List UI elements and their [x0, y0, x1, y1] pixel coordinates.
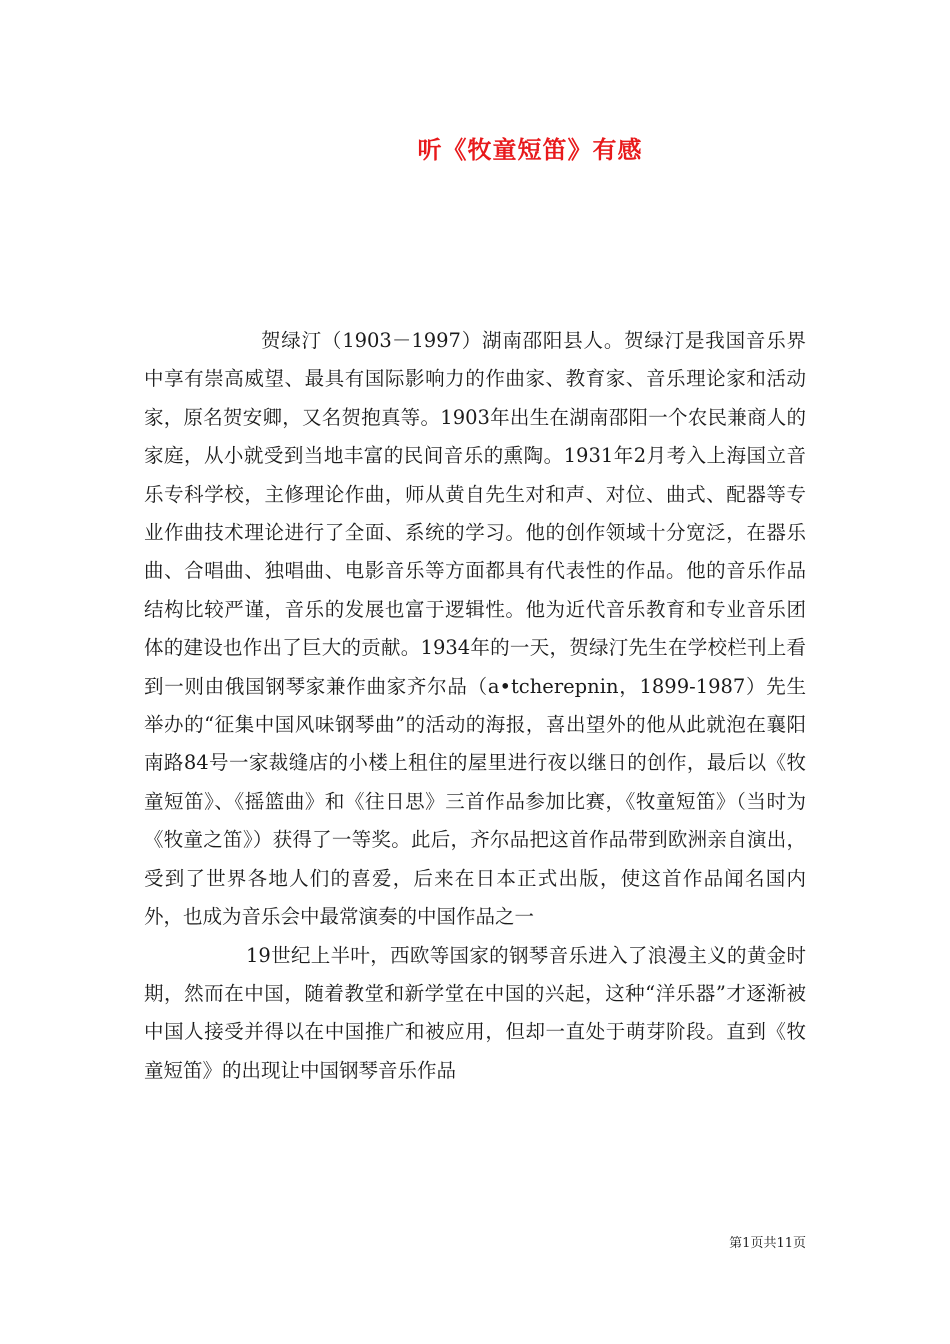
paragraph-1: 贺绿汀（1903－1997）湖南邵阳县人。贺绿汀是我国音乐界中享有崇高威望、最具有国际影响力的作曲家、教育家、音乐理论家和活动家，原名贺安卿，又名贺抱真等。1903年出生在湖南邵阳一个农民兼商人的家庭，从小就受到当地丰富的民间音乐的熏陶。1931年2月考入上海国立音乐专科学校，主修理论作曲，师从黄自先生对和声、对位、曲式、配器等专业作曲技术理论进行了全面、系统的学习。他的创作领域十分宽泛，在器乐曲、合唱曲、独唱曲、电影音乐等方面都具有代表性的作品。他的音乐作品结构比较严谨，音乐的发展也富于逻辑性。他为近代音乐教育和专业音乐团体的建设也作出了巨大的贡献。1934年的一天，贺绿汀先生在学校栏刊上看到一则由俄国钢琴家兼作曲家齐尔品（a•tcherepnin，1899-1987）先生举办的“征集中国风味钢琴曲”的活动的海报，喜出望外的他从此就泡在襄阳南路84号一家裁缝店的小楼上租住的屋里进行夜以继日的创作，最后以《牧童短笛》、《摇篮曲》和《往日思》三首作品参加比赛，《牧童短笛》（当时为《牧童之笛》）获得了一等奖。此后，齐尔品把这首作品带到欧洲亲自演出，受到了世界各地人们的喜爱，后来在日本正式出版，使这首作品闻名国内外，也成为音乐会中最常演奏的中国作品之一: [144, 329, 806, 929]
paragraph-2: 19世纪上半叶，西欧等国家的钢琴音乐进入了浪漫主义的黄金时期，然而在中国，随着教堂和新学堂在中国的兴起，这种“洋乐器”才逐渐被中国人接受并得以在中国推广和被应用，但却一直处于萌芽阶段。直到《牧童短笛》的出现让中国钢琴音乐作品: [144, 943, 806, 1082]
page-footer: 第1页共11页: [729, 1236, 806, 1251]
page-title: 听《牧童短笛》有感: [417, 135, 643, 164]
document-body: [144, 322, 806, 1090]
